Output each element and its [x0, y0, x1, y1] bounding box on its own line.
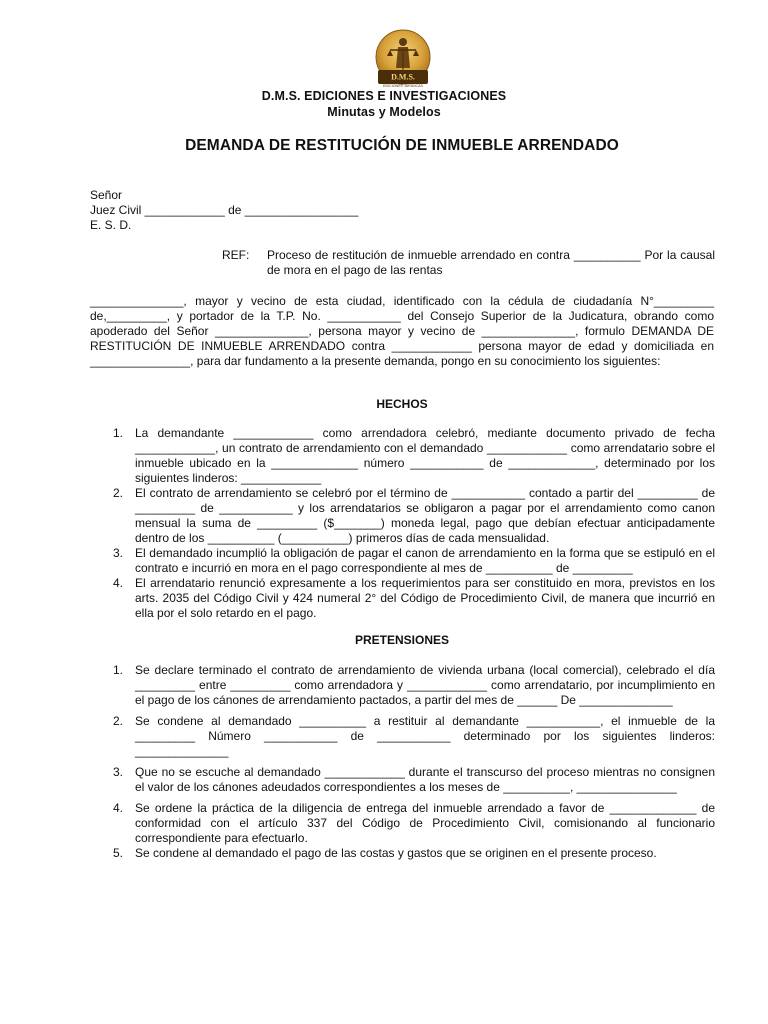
intro-paragraph: ______________, mayor y vecino de esta ciudad, identificado con la cédula de ciudadanía N°_________ de,_________, y portador de la T.P. No. ___________ del Consejo Superior de la Judicatura, obrando como apoderado del Señor ______________, persona mayor y vecino de ______________, formulo DEMANDA DE RESTITUCIÓN DE INMUEBLE ARRENDADO contra ____________ persona mayor de edad y domiciliada en _______________, para dar fundamento a la presente demanda, pongo en su conocimiento los siguientes: — [90, 294, 714, 368]
item-number: 4. — [113, 576, 124, 590]
item-number: 3. — [113, 546, 124, 560]
list-item — [113, 486, 715, 546]
item-number: 5. — [113, 846, 124, 860]
item-text: Se condene al demandado el pago de las costas y gastos que se originen en el presente proceso. — [135, 846, 657, 860]
publisher-subtitle: Minutas y Modelos — [327, 105, 441, 119]
item-text: Que no se escuche al demandado ____________ durante el transcurso del proceso mientras no consignen el valor de los cánones adeudados correspondientes a los meses de __________, _______________ — [135, 765, 715, 794]
logo-text: D.M.S. — [391, 72, 415, 82]
item-number: 2. — [113, 486, 124, 500]
list-item — [113, 846, 715, 861]
item-text: Se ordene la práctica de la diligencia de entrega del inmueble arrendado a favor de _____________ de conformidad con el artículo 337 del Código de Procedimiento Civil, comisionando al funcionario correspondiente para efectuarlo. — [135, 801, 715, 845]
item-text: El contrato de arrendamiento se celebró por el término de ___________ contado a partir del _________ de _________ de ___________ y los arrendatarios se obligaron a pagar por el arrendamiento como canon mensual la suma de _________ ($_______) moneda legal, pago que debían efectuar anticipadamente dentro de los __________ (__________) primeros días de cada mensualidad. — [135, 486, 715, 545]
list-item — [113, 576, 715, 621]
reference-label: REF: — [222, 248, 250, 262]
item-number: 2. — [113, 714, 124, 728]
item-text: Se condene al demandado __________ a restituir al demandante ___________, el inmueble de la _________ Número ___________ de ___________ determinado por los siguientes linderos: ______________ — [135, 714, 715, 758]
list-item — [113, 426, 715, 486]
list-item — [113, 546, 715, 576]
pretensiones-list — [113, 663, 715, 861]
logo-subtext: EDICIONES JURIDICAS — [383, 84, 423, 88]
hechos-heading: HECHOS — [376, 397, 428, 411]
document-title: DEMANDA DE RESTITUCIÓN DE INMUEBLE ARRENDADO — [185, 137, 619, 154]
addressee-block — [90, 188, 358, 233]
list-item — [113, 714, 715, 759]
pretensiones-heading: PRETENSIONES — [354, 633, 450, 647]
list-item — [113, 801, 715, 846]
hechos-list — [113, 426, 715, 621]
publisher-name: D.M.S. EDICIONES E INVESTIGACIONES — [261, 89, 507, 103]
item-number: 1. — [113, 663, 124, 677]
reference-text: Proceso de restitución de inmueble arrendado en contra __________ Por la causal de mora en el pago de las rentas — [267, 248, 715, 277]
item-text: El arrendatario renunció expresamente a los requerimientos para ser constituido en mora, previstos en los arts. 2035 del Código Civil y 424 numeral 2° del Código de Procedimiento Civil, de manera que incurrió en ella por el solo retardo en el pago. — [135, 576, 715, 620]
item-text: Se declare terminado el contrato de arrendamiento de vivienda urbana (local comercial), celebrado el día _________ entre _________ como arrendadora y ____________ como arrendatario, por incumplimiento en el pago de los cánones de arrendamiento pactados, a partir del mes de ______ De ______________ — [135, 663, 715, 707]
addressee-line: Juez Civil ____________ de _________________ — [90, 203, 359, 217]
item-text: La demandante ____________ como arrendadora celebró, mediante documento privado de fecha ____________, un contrato de arrendamiento con el demandado ____________ como arrendatario sobre el inmueble ubicado en la _____________ número ___________ de _____________, determinado por los siguientes linderos: ____________ — [135, 426, 715, 485]
addressee-line: E. S. D. — [90, 218, 132, 232]
item-number: 3. — [113, 765, 124, 779]
list-item — [113, 663, 715, 708]
list-item — [113, 765, 715, 795]
item-text: El demandado incumplió la obligación de pagar el canon de arrendamiento en la forma que se estipuló en el contrato e incurrió en mora en el pago correspondiente al mes de __________ de _________ — [135, 546, 715, 575]
publisher-logo-icon — [372, 28, 434, 90]
item-number: 4. — [113, 801, 124, 815]
addressee-line: Señor — [90, 188, 123, 202]
item-number: 1. — [113, 426, 124, 440]
